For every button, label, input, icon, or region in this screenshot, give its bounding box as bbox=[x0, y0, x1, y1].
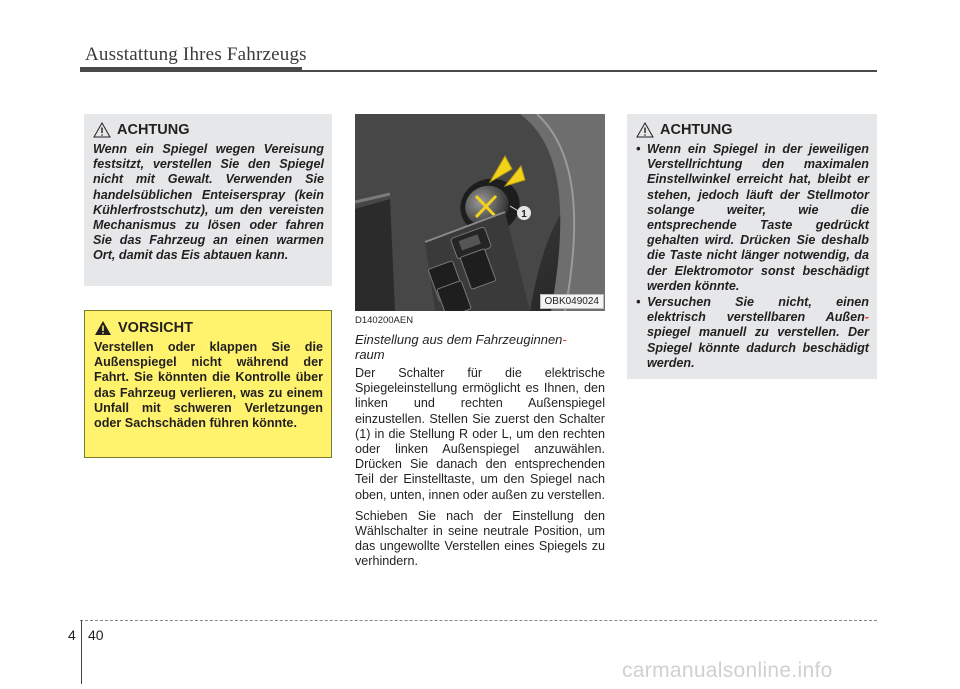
achtung-right-list bbox=[636, 142, 869, 371]
photo-code: OBK049024 bbox=[540, 294, 605, 309]
achtung-box-left bbox=[84, 114, 332, 286]
warning-triangle-filled-icon bbox=[94, 320, 112, 336]
footer-rule bbox=[80, 620, 877, 621]
list-item-text-part2: spiegel manuell zu verstellen. Der Spiegel könnte dadurch beschädigt werden. bbox=[647, 325, 869, 370]
section-heading-part1: Einstellung aus dem Fahrzeuginnen bbox=[355, 332, 563, 347]
achtung-box-right bbox=[627, 114, 877, 379]
warning-triangle-icon bbox=[636, 122, 654, 138]
section-body bbox=[355, 315, 605, 576]
header-rule bbox=[80, 70, 877, 72]
achtung-right-title: ACHTUNG bbox=[660, 122, 733, 138]
page-number-divider bbox=[81, 620, 82, 684]
achtung-title: ACHTUNG bbox=[117, 122, 190, 138]
vorsicht-heading bbox=[94, 320, 323, 336]
page-number: 40 bbox=[88, 627, 104, 643]
list-item-text-part1: Versuchen Sie nicht, einen elektrisch verstellbaren Außen bbox=[647, 295, 869, 325]
callout-number: 1 bbox=[521, 209, 527, 220]
bullet: • bbox=[636, 142, 641, 156]
section-paragraph-2: Schieben Sie nach der Einstellung den Wählschalter in seine neutrale Position, um das ungewollte Verstellen eines Spiegels zu verhindern. bbox=[355, 508, 605, 569]
watermark: carmanualsonline.info bbox=[622, 659, 833, 682]
vorsicht-box bbox=[84, 310, 332, 458]
section-heading-part2: raum bbox=[355, 347, 385, 362]
bullet: • bbox=[636, 295, 641, 310]
vorsicht-text: Verstellen oder klappen Sie die Außenspiegel nicht während der Fahrt. Sie könnten die Kontrolle über das Fahrzeug verlieren, was zu einem Unfall mit schweren Verletzungen oder Sachschäden führen könnte. bbox=[94, 340, 323, 431]
list-item-text: Wenn ein Spiegel in der jeweiligen Verstellrichtung den maximalen Einstellwinkel erreicht hat, bleibt er stehen, jedoch läuft der Stellmotor solange weiter, wie die entsprechende Taste gedrückt gehalten wird. Drücken Sie deshalb die Taste nicht länger notwendig, da der Elektromotor sonst beschädigt werden könnte. bbox=[647, 142, 869, 293]
section-paragraph-1: Der Schalter für die elektrische Spiegeleinstellung ermöglicht es Ihnen, den linken und rechten Außenspiegel einzustellen. Stellen Sie zuerst den Schalter (1) in die Stellung R oder L, um den rechten oder linken Außenspiegel anzuwählen. Drücken Sie danach den entsprechenden Teil der Einstelltaste, um den Spiegel nach oben, unten, innen oder außen zu verstellen. bbox=[355, 366, 605, 502]
mirror-switch-photo bbox=[355, 114, 605, 311]
list-item bbox=[636, 142, 869, 294]
section-code: D140200AEN bbox=[355, 315, 414, 326]
mirror-switch-illustration bbox=[355, 114, 605, 311]
list-item bbox=[636, 295, 869, 371]
list-item-hyphen: - bbox=[864, 310, 869, 325]
achtung-right-heading bbox=[636, 122, 869, 138]
section-heading bbox=[355, 332, 605, 362]
achtung-heading bbox=[93, 122, 324, 138]
warning-triangle-icon bbox=[93, 122, 111, 138]
header-title: Ausstattung Ihres Fahrzeugs bbox=[85, 44, 307, 65]
section-heading-hyphen: - bbox=[562, 332, 567, 347]
vorsicht-title: VORSICHT bbox=[118, 320, 193, 336]
chapter-number: 4 bbox=[68, 627, 76, 643]
achtung-text: Wenn ein Spiegel wegen Vereisung festsitzt, verstellen Sie den Spiegel nicht mit Gewalt. Verwenden Sie handelsüblichen Enteiserspray (kein Kühlerfrostschutz), um den vereisten Mechanismus zu lösen oder fahren Sie das Fahrzeug an einen warmen Ort, damit das Eis abtauen kann. bbox=[93, 142, 324, 263]
